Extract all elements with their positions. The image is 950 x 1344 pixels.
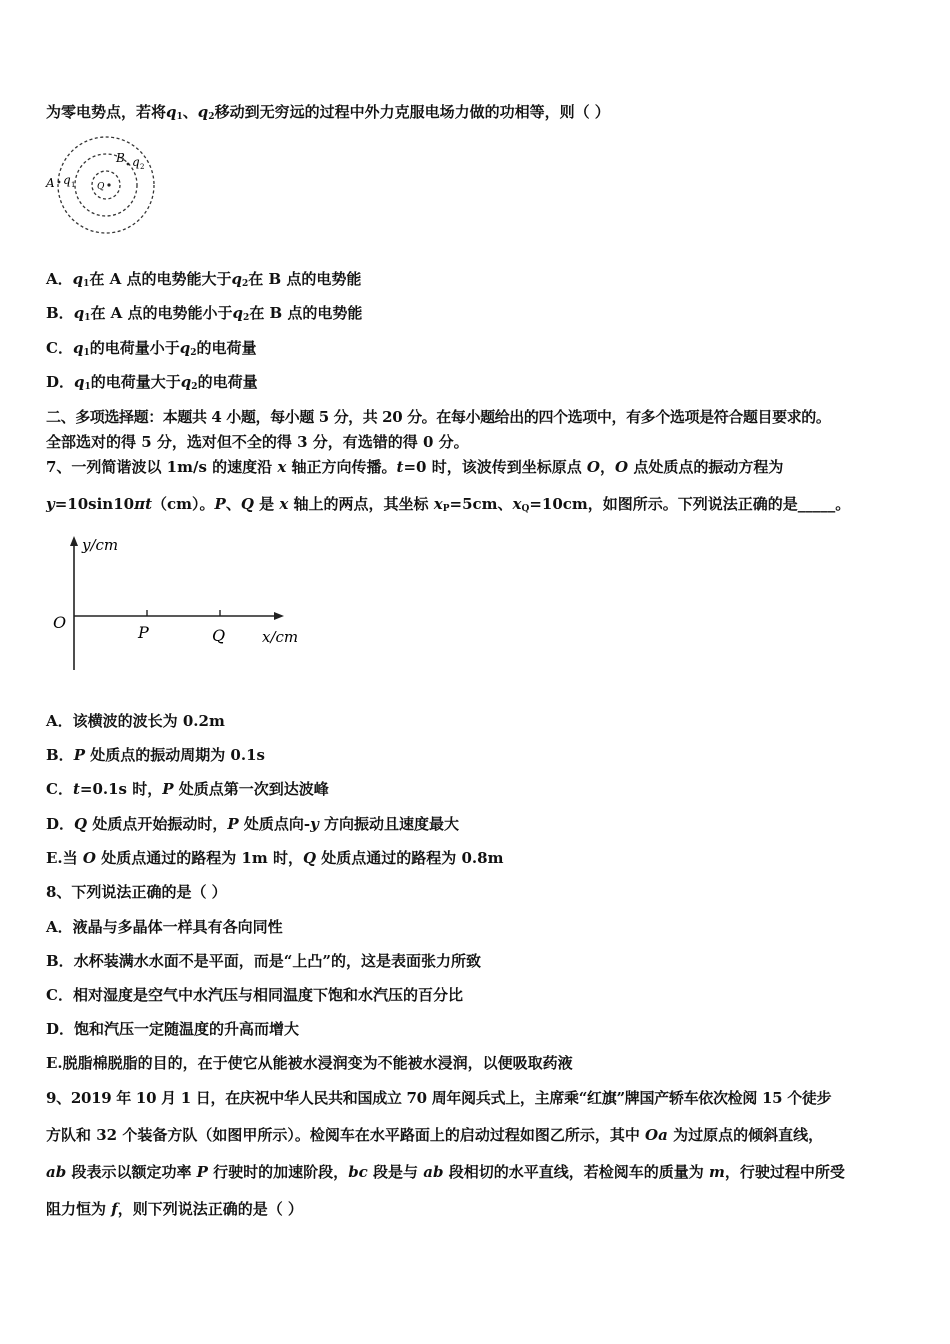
point-b-dot (127, 163, 130, 166)
label-q1: q (63, 173, 71, 187)
q6-charge-figure (44, 135, 174, 237)
q8-option-b[interactable]: B．水杯装满水水面不是平面，而是“上凸”的，这是表面张力所致 (46, 952, 481, 970)
label-q: Q (97, 182, 105, 192)
q9-stem-line4: 阻力恒为 f，则下列说法正确的是（ ） (46, 1200, 303, 1218)
label-a: A (46, 176, 55, 190)
q7-option-e[interactable]: E.当 O 处质点通过的路程为 1m 时，Q 处质点通过的路程为 0.8m (46, 849, 504, 867)
q9-stem-line3: ab 段表示以额定功率 P 行驶时的加速阶段，bc 段是与 ab 段相切的水平直线，若检阅车的质量为 m，行驶过程中所受 (46, 1163, 845, 1181)
q6-option-b[interactable]: B．$q_1$在 A 点的电势能小于$q_2$在 B 点的电势能 (46, 304, 363, 323)
q7-option-a[interactable]: A．该横波的波长为 0.2m (46, 712, 225, 730)
q8-option-d[interactable]: D．饱和汽压一定随温度的升高而增大 (46, 1020, 300, 1038)
q9-stem-line1: 9、2019 年 10 月 1 日，在庆祝中华人民共和国成立 70 周年阅兵式上，主席乘“红旗”牌国产轿车依次检阅 15 个徒步 (46, 1089, 832, 1107)
label-q2: q (132, 155, 140, 169)
x-axis-label: x/cm (262, 628, 299, 646)
q8-option-c[interactable]: C．相对湿度是空气中水汽压与相同温度下饱和水汽压的百分比 (46, 986, 463, 1004)
section2-line2: 全部选对的得 5 分，选对但不全的得 3 分，有选错的得 0 分。 (46, 433, 469, 451)
section2-line1: 二、多项选择题：本题共 4 小题，每小题 5 分，共 20 分。在每小题给出的四个选项中，有多个选项是符合题目要求的。 (46, 408, 831, 426)
label-b: B (116, 151, 125, 165)
q6-stem: 为零电势点，若将$q_1$、$q_2$移动到无穷远的过程中外力克服电场力做的功相等，则（ ） (46, 103, 610, 122)
charge-q-dot (107, 183, 110, 186)
q6-option-a[interactable]: A．$q_1$在 A 点的电势能大于$q_2$在 B 点的电势能 (46, 270, 362, 289)
p-label: P (138, 623, 149, 642)
q6-option-c[interactable]: C．$q_1$的电荷量小于$q_2$的电荷量 (46, 339, 257, 358)
q7-stem-line1: 7、一列简谐波以 1m/s 的速度沿 x 轴正方向传播。t=0 时，该波传到坐标原点 O，O 点处质点的振动方程为 (46, 458, 784, 476)
q7-option-d[interactable]: D．Q 处质点开始振动时，P 处质点向-y 方向振动且速度最大 (46, 815, 460, 833)
label-q2-sub: 2 (140, 163, 145, 171)
q9-stem-line2: 方队和 32 个装备方队（如图甲所示）。检阅车在水平路面上的启动过程如图乙所示，其中 Oa 为过原点的倾斜直线， (46, 1126, 824, 1144)
q7-option-c[interactable]: C．t=0.1s 时，P 处质点第一次到达波峰 (46, 780, 329, 798)
q8-stem: 8、下列说法正确的是（ ） (46, 883, 227, 901)
point-a-dot (58, 181, 61, 184)
q7-stem-line2: y=10sin10πt（cm）。P、Q 是 x 轴上的两点，其坐标 $x_P=5cm$、$x_Q=10cm$，如图所示。下列说法正确的是_____。 (46, 495, 851, 514)
q6-option-d[interactable]: D．$q_1$的电荷量大于$q_2$的电荷量 (46, 373, 258, 392)
origin-label: O (53, 613, 67, 632)
q-label: Q (212, 626, 226, 645)
y-axis-label: y/cm (82, 536, 119, 554)
label-q1-sub: 1 (71, 181, 76, 189)
y-axis-arrow (70, 536, 78, 546)
q7-axis-figure (48, 530, 318, 675)
q8-option-e[interactable]: E.脱脂棉脱脂的目的，在于使它从能被水浸润变为不能被水浸润，以便吸取药液 (46, 1054, 573, 1072)
q8-option-a[interactable]: A．液晶与多晶体一样具有各向同性 (46, 918, 283, 936)
q7-option-b[interactable]: B．P 处质点的振动周期为 0.1s (46, 746, 265, 764)
x-axis-arrow (274, 612, 284, 620)
